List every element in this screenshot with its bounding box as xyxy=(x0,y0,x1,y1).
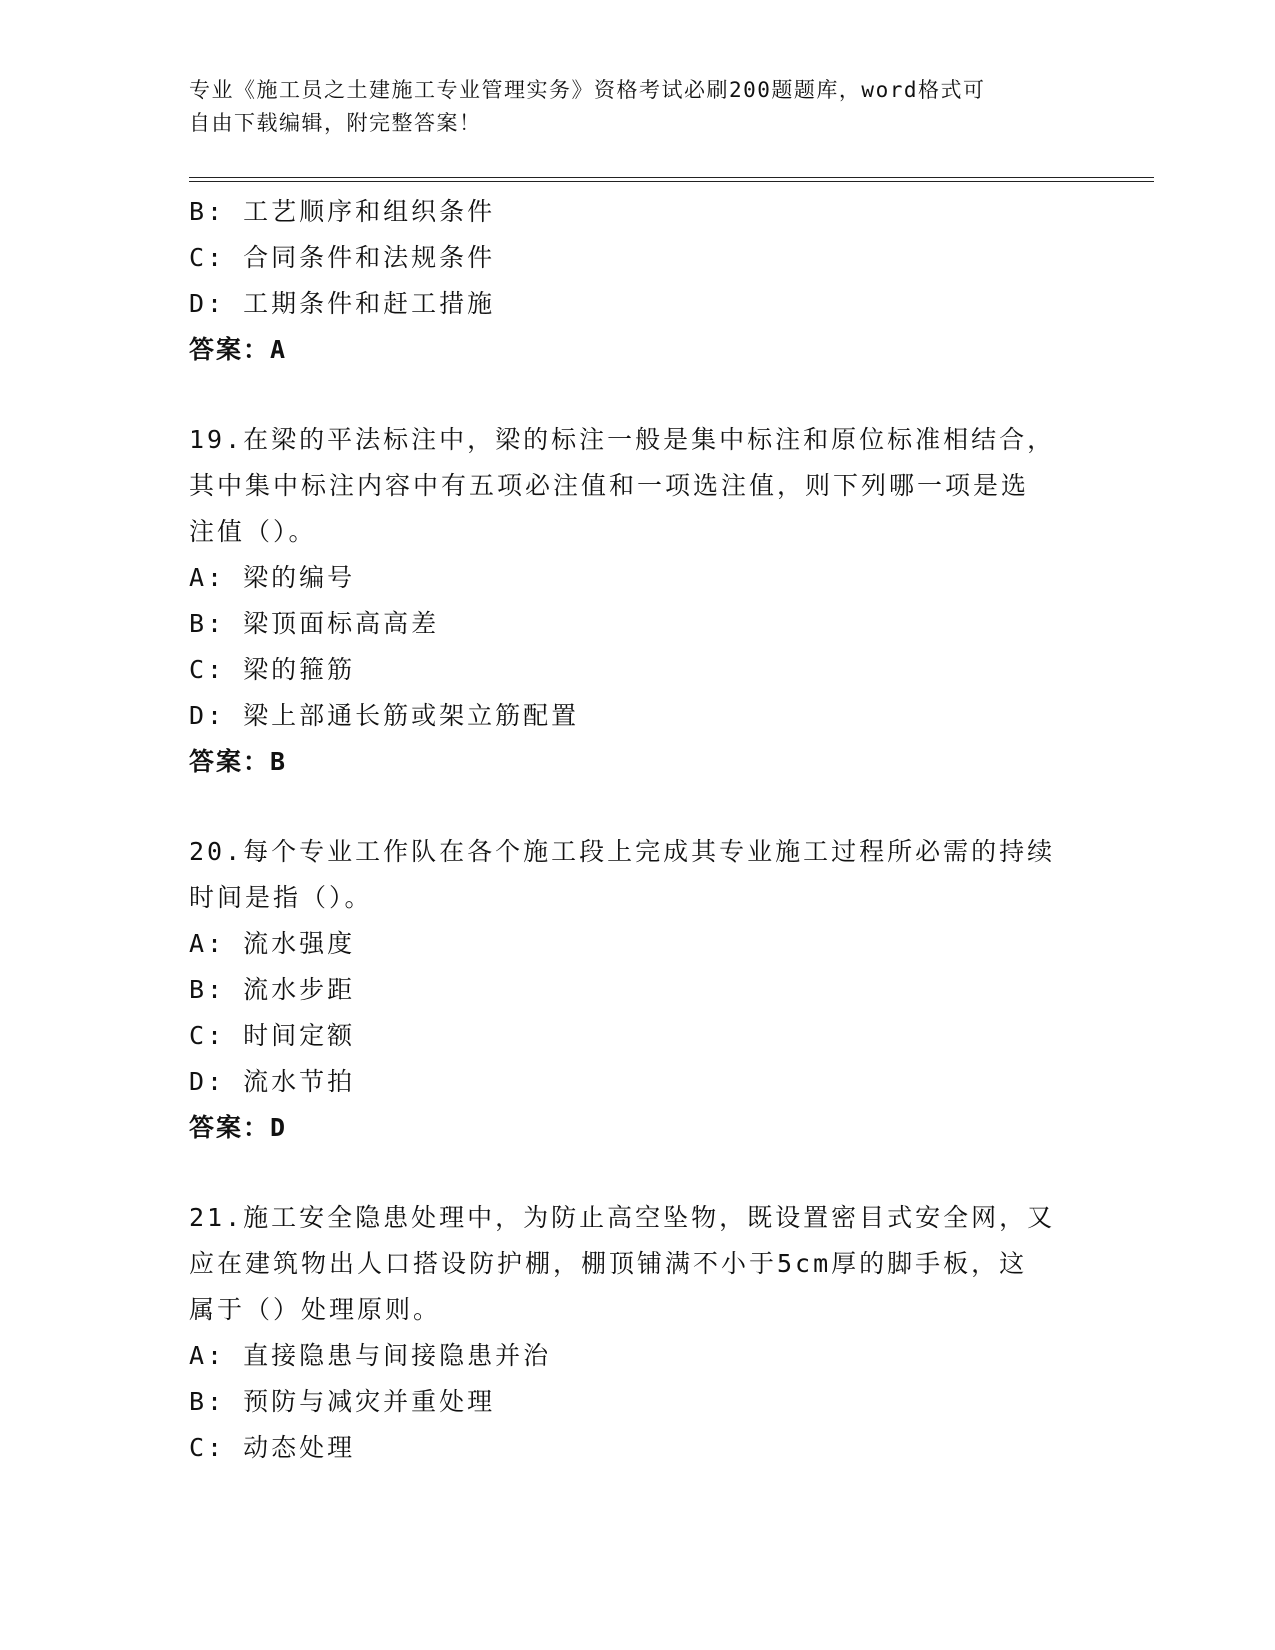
option-a: A: 梁的编号 xyxy=(189,563,356,592)
question-stem-line: 属于（）处理原则。 xyxy=(189,1295,442,1324)
option-a: A: 直接隐患与间接隐患并治 xyxy=(189,1341,552,1370)
question-stem-line: 20.每个专业工作队在各个施工段上完成其专业施工过程所必需的持续 xyxy=(189,837,1056,866)
option-c: C: 动态处理 xyxy=(189,1433,356,1462)
question-stem-line: 21.施工安全隐患处理中，为防止高空坠物，既设置密目式安全网，又 xyxy=(189,1203,1056,1232)
option-d: D: 工期条件和赶工措施 xyxy=(189,289,496,318)
question-20 xyxy=(189,829,1089,1151)
question-18-tail xyxy=(189,189,1089,373)
option-b: B: 流水步距 xyxy=(189,975,356,1004)
question-stem-line: 应在建筑物出人口搭设防护棚，棚顶铺满不小于5cm厚的脚手板，这 xyxy=(189,1249,1028,1278)
question-19 xyxy=(189,417,1089,785)
question-stem-line: 19.在梁的平法标注中，梁的标注一般是集中标注和原位标准相结合， xyxy=(189,425,1056,454)
option-c: C: 合同条件和法规条件 xyxy=(189,243,496,272)
option-c: C: 梁的箍筋 xyxy=(189,655,356,684)
option-b: B: 梁顶面标高高差 xyxy=(189,609,440,638)
option-b: B: 预防与减灾并重处理 xyxy=(189,1387,496,1416)
header-line-1: 专业《施工员之土建施工专业管理实务》资格考试必刷200题题库，word格式可 xyxy=(189,78,986,102)
answer: 答案：B xyxy=(189,747,288,776)
question-stem-line: 其中集中标注内容中有五项必注值和一项选注值，则下列哪一项是选 xyxy=(189,471,1030,500)
option-b: B: 工艺顺序和组织条件 xyxy=(189,197,496,226)
option-d: D: 梁上部通长筋或架立筋配置 xyxy=(189,701,580,730)
answer: 答案：A xyxy=(189,335,288,364)
option-a: A: 流水强度 xyxy=(189,929,356,958)
question-21 xyxy=(189,1195,1089,1471)
option-c: C: 时间定额 xyxy=(189,1021,356,1050)
option-d: D: 流水节拍 xyxy=(189,1067,356,1096)
header-line-2: 自由下载编辑，附完整答案！ xyxy=(189,111,482,135)
answer: 答案：D xyxy=(189,1113,288,1142)
document-header xyxy=(189,74,1069,140)
header-divider-top xyxy=(189,177,1154,178)
question-list xyxy=(189,189,1089,1471)
question-stem-line: 注值（）。 xyxy=(189,517,317,546)
header-divider-bottom xyxy=(189,181,1154,182)
question-stem-line: 时间是指（）。 xyxy=(189,883,373,912)
